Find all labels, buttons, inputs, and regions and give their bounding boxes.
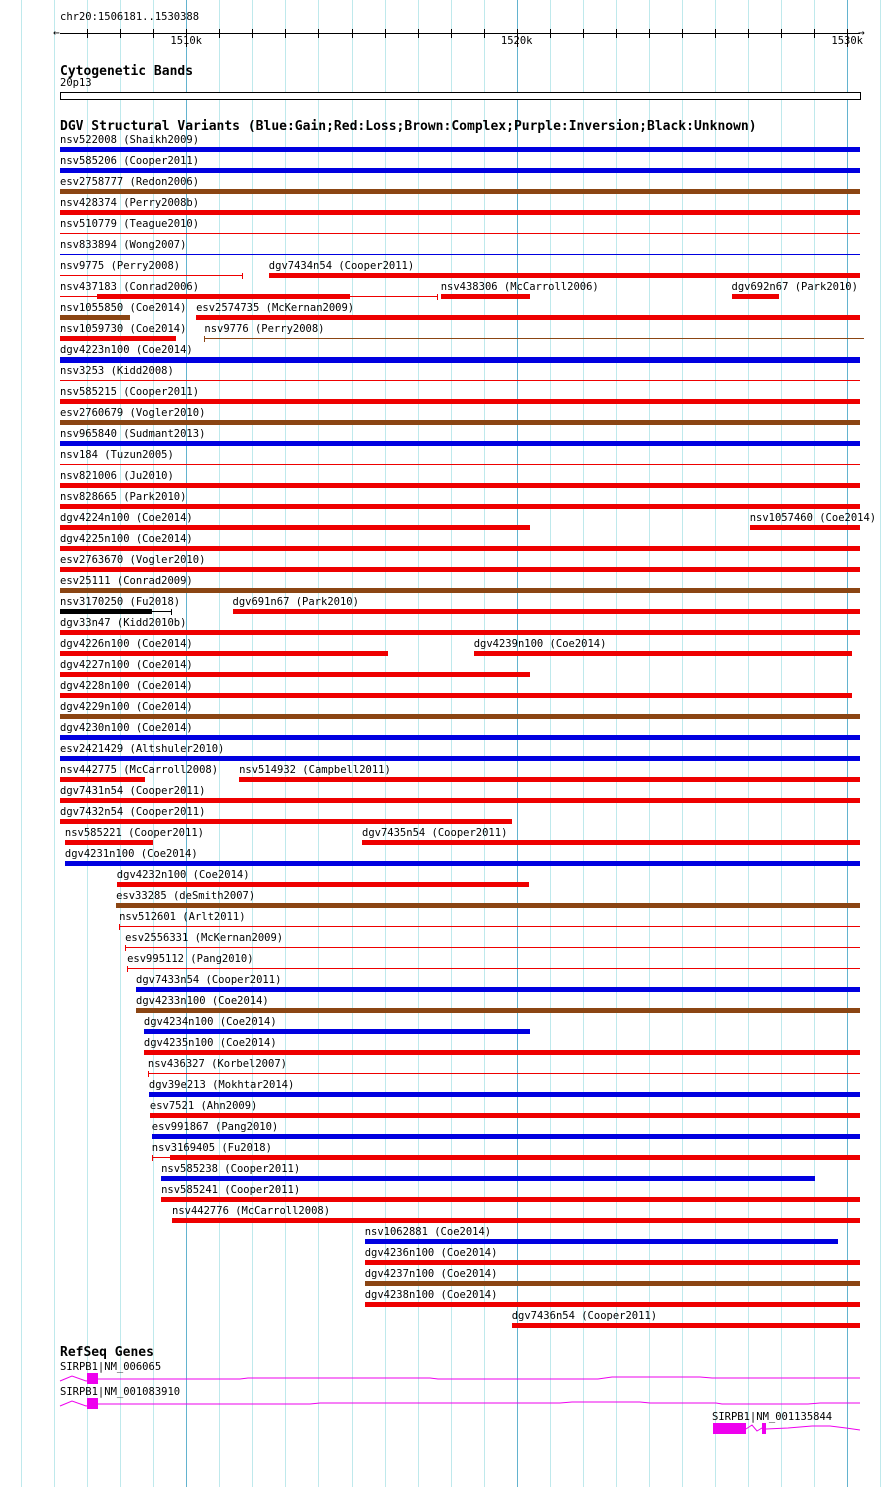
gene-exon-box — [762, 1423, 766, 1434]
variant-label: nsv585238 (Cooper2011) — [161, 1163, 301, 1175]
variant-label: esv33285 (deSmith2007) — [116, 890, 256, 902]
variant-bar[interactable] — [60, 441, 860, 446]
variant-line[interactable] — [60, 464, 860, 465]
variant-label: nsv3253 (Kidd2008) — [60, 365, 174, 377]
variant-label: nsv522008 (Shaikh2009) — [60, 134, 200, 146]
variant-bar[interactable] — [60, 315, 130, 320]
variant-line[interactable] — [152, 1157, 170, 1158]
ruler-tick — [352, 29, 353, 38]
variant-label: dgv4231n100 (Coe2014) — [64, 848, 198, 860]
variant-bar[interactable] — [60, 609, 152, 614]
variant-bar[interactable] — [161, 1176, 815, 1181]
gene-intron-line — [60, 1401, 860, 1406]
gene-label: SIRPB1|NM_001083910 — [60, 1386, 181, 1398]
variant-endpoint-tick — [125, 945, 126, 951]
ruler-tick — [87, 29, 88, 38]
variant-bar[interactable] — [365, 1302, 860, 1307]
variant-endpoint-tick — [204, 336, 205, 342]
variant-bar[interactable] — [144, 1029, 530, 1034]
ruler-tick — [385, 29, 386, 38]
variant-bar[interactable] — [149, 1092, 860, 1097]
variant-label: esv991867 (Pang2010) — [151, 1121, 279, 1133]
variant-endpoint-tick — [127, 966, 128, 972]
variant-bar[interactable] — [60, 588, 860, 593]
variant-line[interactable] — [127, 968, 860, 969]
ruler-right-arrow-icon: → — [858, 26, 865, 39]
variant-label: dgv4230n100 (Coe2014) — [60, 722, 193, 734]
variant-label: dgv4228n100 (Coe2014) — [60, 680, 193, 692]
variant-bar[interactable] — [60, 504, 860, 509]
variant-bar[interactable] — [60, 336, 176, 341]
variant-label: nsv437183 (Conrad2006) — [60, 281, 200, 293]
cytogenetic-band-label: 20p13 — [60, 77, 92, 89]
variant-line[interactable] — [60, 254, 860, 255]
variant-label: dgv4236n100 (Coe2014) — [364, 1247, 498, 1259]
variant-bar[interactable] — [60, 798, 860, 803]
ruler-tick — [781, 29, 782, 38]
variant-label: dgv4227n100 (Coe2014) — [60, 659, 193, 671]
ruler-tick-label: 1520k — [500, 35, 533, 47]
ruler-tick — [748, 29, 749, 38]
gene-structure[interactable] — [0, 1372, 890, 1385]
ruler-tick — [451, 29, 452, 38]
variant-label: dgv4225n100 (Coe2014) — [60, 533, 193, 545]
variant-label: esv2763670 (Vogler2010) — [60, 554, 206, 566]
variant-label: esv25111 (Conrad2009) — [60, 575, 193, 587]
variant-label: nsv821006 (Ju2010) — [60, 470, 174, 482]
variant-bar[interactable] — [97, 294, 350, 299]
variant-line[interactable] — [119, 926, 860, 927]
variant-label: nsv833894 (Wong2007) — [60, 239, 187, 251]
region-label: chr20:1506181..1530388 — [60, 11, 200, 23]
variant-line[interactable] — [60, 275, 242, 276]
variant-label: nsv510779 (Teague2010) — [60, 218, 200, 230]
grid-line-minor — [54, 0, 55, 1487]
variant-endpoint-tick — [119, 924, 120, 930]
variant-label: nsv585215 (Cooper2011) — [60, 386, 200, 398]
gene-structure[interactable] — [0, 1397, 890, 1410]
variant-bar[interactable] — [60, 399, 860, 404]
variant-bar[interactable] — [362, 840, 860, 845]
variant-bar[interactable] — [116, 903, 860, 908]
ruler-tick — [682, 29, 683, 38]
variant-label: nsv1057460 (Coe2014) — [749, 512, 877, 524]
gene-intron-line — [60, 1376, 860, 1381]
variant-label: nsv3169405 (Fu2018) — [151, 1142, 272, 1154]
variant-label: dgv4232n100 (Coe2014) — [116, 869, 250, 881]
variant-bar[interactable] — [60, 546, 860, 551]
ruler-tick-label: 1530k — [831, 35, 863, 47]
variant-bar[interactable] — [60, 735, 860, 740]
variant-label: dgv4233n100 (Coe2014) — [136, 995, 269, 1007]
variant-label: dgv7432n54 (Cooper2011) — [60, 806, 206, 818]
variant-bar[interactable] — [65, 840, 153, 845]
ruler-tick — [285, 29, 286, 38]
variant-bar[interactable] — [365, 1239, 838, 1244]
variant-bar[interactable] — [65, 861, 860, 866]
variant-label: nsv184 (Tuzun2005) — [60, 449, 174, 461]
variant-label: nsv585206 (Cooper2011) — [60, 155, 200, 167]
grid-line-minor — [285, 0, 286, 1487]
variant-label: nsv965840 (Sudmant2013) — [60, 428, 206, 440]
gene-label: SIRPB1|NM_006065 — [60, 1361, 162, 1373]
ruler-tick — [583, 29, 584, 38]
ruler-tick — [550, 29, 551, 38]
variant-bar[interactable] — [60, 525, 530, 530]
variant-label: esv2421429 (Altshuler2010) — [60, 743, 225, 755]
variant-label: nsv512601 (Arlt2011) — [119, 911, 246, 923]
gene-exon-box — [713, 1423, 746, 1434]
gene-exon-box — [87, 1398, 98, 1409]
grid-line-minor — [352, 0, 353, 1487]
variant-bar[interactable] — [60, 777, 145, 782]
variant-label: nsv436327 (Korbel2007) — [147, 1058, 287, 1070]
variant-label: nsv1062881 (Coe2014) — [364, 1226, 492, 1238]
variant-label: nsv514932 (Campbell2011) — [239, 764, 391, 776]
variant-label: dgv4229n100 (Coe2014) — [60, 701, 193, 713]
variant-bar[interactable] — [117, 882, 529, 887]
grid-line-minor — [252, 0, 253, 1487]
variant-bar[interactable] — [60, 189, 860, 194]
variant-endpoint-tick — [242, 273, 243, 279]
variant-bar[interactable] — [60, 147, 860, 152]
variant-label: nsv438306 (McCarroll2006) — [440, 281, 599, 293]
ruler-tick — [219, 29, 220, 38]
variant-label: esv2758777 (Redon2006) — [60, 176, 200, 188]
ruler-tick — [715, 29, 716, 38]
variant-bar[interactable] — [60, 567, 860, 572]
variant-bar[interactable] — [152, 1134, 860, 1139]
variant-label: nsv442775 (McCarroll2008) — [60, 764, 219, 776]
variant-label: dgv7435n54 (Cooper2011) — [362, 827, 508, 839]
variant-bar[interactable] — [60, 630, 860, 635]
variant-bar[interactable] — [60, 210, 860, 215]
variant-bar[interactable] — [239, 777, 860, 782]
variant-bar[interactable] — [269, 273, 860, 278]
variant-line[interactable] — [60, 380, 860, 381]
variant-bar[interactable] — [732, 294, 780, 299]
ruler-axis — [60, 33, 860, 34]
grid-line-minor — [21, 0, 22, 1487]
variant-label: nsv1059730 (Coe2014) — [60, 323, 187, 335]
variant-bar[interactable] — [196, 315, 860, 320]
variant-label: nsv585221 (Cooper2011) — [64, 827, 204, 839]
variant-bar[interactable] — [60, 420, 860, 425]
variant-line[interactable] — [152, 611, 172, 612]
variant-line[interactable] — [125, 947, 860, 948]
cytogenetic-bands-title: Cytogenetic Bands — [60, 64, 194, 79]
variant-endpoint-tick — [171, 609, 172, 615]
variant-label: dgv33n47 (Kidd2010b) — [60, 617, 187, 629]
variant-bar[interactable] — [60, 651, 388, 656]
variant-bar[interactable] — [60, 819, 512, 824]
ruler-tick — [649, 29, 650, 38]
variant-bar[interactable] — [60, 756, 860, 761]
cytogenetic-band-box[interactable] — [60, 92, 861, 100]
variant-label: dgv4224n100 (Coe2014) — [60, 512, 193, 524]
variant-label: dgv4223n100 (Coe2014) — [60, 344, 193, 356]
variant-line[interactable] — [148, 1073, 860, 1074]
ruler-tick — [252, 29, 253, 38]
variant-bar[interactable] — [60, 672, 530, 677]
variant-label: esv2556331 (McKernan2009) — [125, 932, 284, 944]
variant-label: dgv4238n100 (Coe2014) — [364, 1289, 498, 1301]
variant-bar[interactable] — [441, 294, 530, 299]
variant-label: esv7521 (Ahn2009) — [149, 1100, 258, 1112]
variant-label: esv2574735 (McKernan2009) — [196, 302, 355, 314]
variant-bar[interactable] — [60, 483, 860, 488]
variant-bar[interactable] — [474, 651, 852, 656]
variant-label: dgv692n67 (Park2010) — [731, 281, 858, 293]
variant-bar[interactable] — [750, 525, 860, 530]
variant-line[interactable] — [350, 296, 438, 297]
variant-label: dgv4239n100 (Coe2014) — [473, 638, 607, 650]
variant-label: nsv442776 (McCarroll2008) — [172, 1205, 331, 1217]
refseq-track-title: RefSeq Genes — [60, 1345, 154, 1360]
ruler-left-arrow-icon: ← — [53, 26, 60, 39]
variant-bar[interactable] — [170, 1155, 860, 1160]
variant-bar[interactable] — [60, 693, 852, 698]
variant-label: nsv9776 (Perry2008) — [204, 323, 325, 335]
variant-bar[interactable] — [60, 357, 860, 363]
gene-label: SIRPB1|NM_001135844 — [712, 1411, 833, 1423]
grid-line-minor — [318, 0, 319, 1487]
variant-label: dgv7436n54 (Cooper2011) — [511, 1310, 658, 1322]
variant-bar[interactable] — [60, 714, 860, 719]
ruler-tick — [484, 29, 485, 38]
variant-label: dgv4226n100 (Coe2014) — [60, 638, 193, 650]
variant-label: nsv1055850 (Coe2014) — [60, 302, 187, 314]
ruler-tick — [153, 29, 154, 38]
variant-bar[interactable] — [144, 1050, 860, 1055]
gene-exon-box — [87, 1373, 98, 1384]
gene-structure[interactable] — [0, 1422, 890, 1435]
variant-label: esv2760679 (Vogler2010) — [60, 407, 206, 419]
variant-line[interactable] — [60, 233, 860, 234]
variant-label: esv995112 (Pang2010) — [127, 953, 254, 965]
variant-bar[interactable] — [512, 1323, 860, 1328]
variant-bar[interactable] — [365, 1260, 860, 1265]
variant-label: dgv4234n100 (Coe2014) — [143, 1016, 277, 1028]
variant-label: nsv9775 (Perry2008) — [60, 260, 181, 272]
variant-bar[interactable] — [172, 1218, 860, 1223]
grid-line-minor — [880, 0, 881, 1487]
variant-label: dgv39e213 (Mokhtar2014) — [148, 1079, 295, 1091]
variant-endpoint-tick — [148, 1071, 149, 1077]
variant-label: dgv4235n100 (Coe2014) — [143, 1037, 277, 1049]
ruler-tick — [120, 29, 121, 38]
variant-bar[interactable] — [150, 1113, 860, 1118]
variant-label: nsv585241 (Cooper2011) — [161, 1184, 301, 1196]
ruler-tick — [318, 29, 319, 38]
variant-label: nsv3170250 (Fu2018) — [60, 596, 181, 608]
variant-label: dgv4237n100 (Coe2014) — [364, 1268, 498, 1280]
variant-endpoint-tick — [152, 1155, 153, 1161]
variant-label: nsv428374 (Perry2008b) — [60, 197, 200, 209]
variant-label: dgv7433n54 (Cooper2011) — [136, 974, 282, 986]
variant-bar[interactable] — [60, 168, 860, 173]
variant-line[interactable] — [60, 296, 97, 297]
ruler-tick-label: 1510k — [170, 35, 202, 47]
ruler-tick — [814, 29, 815, 38]
variant-label: dgv7431n54 (Cooper2011) — [60, 785, 206, 797]
variant-bar[interactable] — [365, 1281, 860, 1286]
ruler-tick — [418, 29, 419, 38]
ruler-tick — [616, 29, 617, 38]
variant-label: dgv691n67 (Park2010) — [232, 596, 359, 608]
dgv-track-title: DGV Structural Variants (Blue:Gain;Red:Loss;Brown:Complex;Purple:Inversion;Black:Unknown) — [60, 119, 757, 134]
variant-label: nsv828665 (Park2010) — [60, 491, 187, 503]
variant-endpoint-tick — [437, 294, 438, 300]
variant-label: dgv7434n54 (Cooper2011) — [268, 260, 415, 272]
variant-bar[interactable] — [233, 609, 861, 614]
variant-bar[interactable] — [136, 1008, 860, 1013]
variant-bar[interactable] — [136, 987, 860, 992]
variant-line[interactable] — [204, 338, 863, 339]
variant-bar[interactable] — [161, 1197, 860, 1202]
